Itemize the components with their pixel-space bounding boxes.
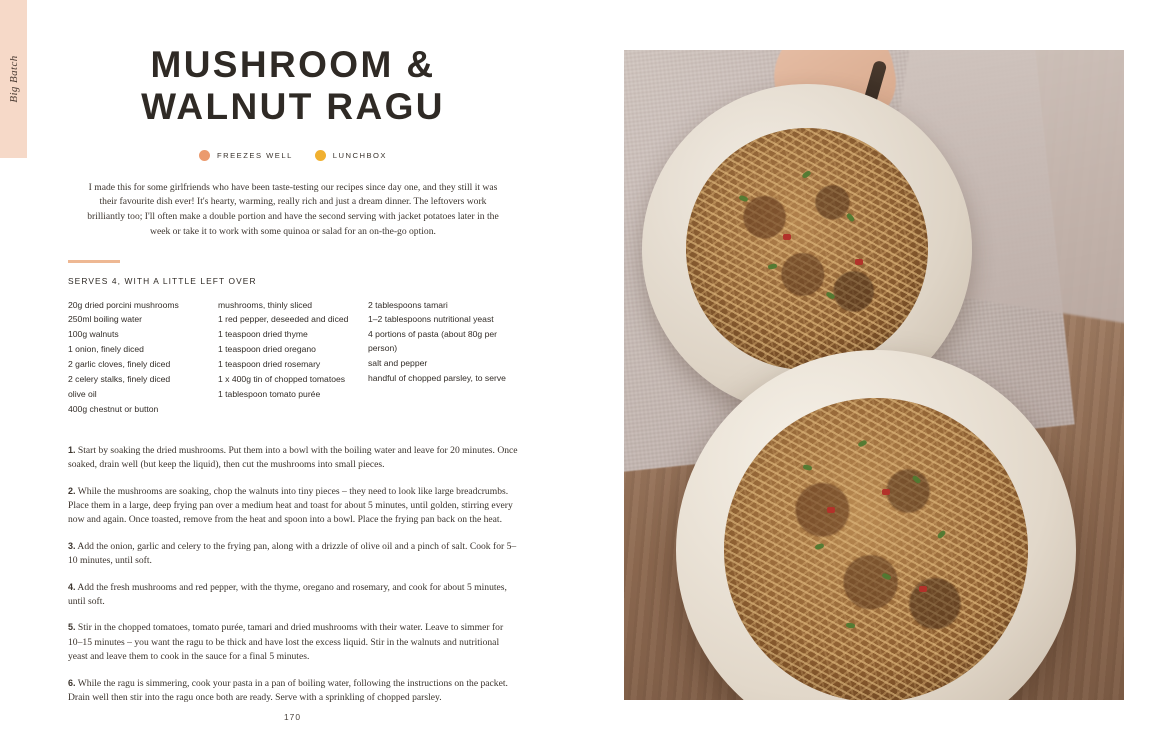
badge-lunchbox [315, 150, 387, 161]
list-item: olive oil [68, 389, 97, 400]
method-steps [68, 444, 518, 705]
list-item: 2 garlic cloves, finely diced [68, 359, 171, 370]
list-item: 250ml boiling water [68, 314, 143, 325]
list-item: 1 teaspoon dried thyme [218, 329, 308, 340]
list-item: 1 red pepper, deseeded and diced [218, 314, 349, 325]
list-item: salt and pepper [368, 358, 428, 369]
method-step [68, 677, 518, 706]
step-text: Add the fresh mushrooms and red pepper, with the thyme, oregano and rosemary, and cook for about 5 minutes, until soft. [68, 581, 507, 608]
ingredients-column-3 [368, 299, 518, 418]
ingredients-column-1 [68, 299, 218, 418]
list-item: 2 celery stalks, finely diced [68, 374, 171, 385]
step-number: 1. [68, 444, 76, 455]
step-number: 5. [68, 622, 76, 633]
ingredients-list [68, 299, 518, 418]
step-text: Start by soaking the dried mushrooms. Put them into a bowl with the boiling water and leave for 20 minutes. Once soaked, drain well (but keep the liquid), then cut the mushrooms into small pieces. [68, 444, 518, 471]
list-item: 2 tablespoons tamari [368, 299, 448, 310]
list-item: 400g chestnut or button [68, 403, 159, 414]
list-item: mushrooms, thinly sliced [218, 299, 313, 310]
step-number: 3. [68, 540, 76, 551]
badge-freezes-well [199, 150, 293, 161]
badge-lunchbox-label: LUNCHBOX [332, 150, 387, 160]
step-number: 2. [68, 485, 76, 496]
list-item: 20g dried porcini mushrooms [68, 299, 179, 310]
ingredients-column-2 [218, 299, 368, 418]
step-text: Add the onion, garlic and celery to the frying pan, along with a drizzle of olive oil and a pinch of salt. Cook for 5–10 minutes, until soft. [68, 540, 517, 567]
list-item: handful of chopped parsley, to serve [368, 373, 506, 384]
badge-freezes-well-label: FREEZES WELL [216, 150, 293, 160]
list-item: 1 tablespoon tomato purée [218, 389, 321, 400]
serves-label: SERVES 4, WITH A LITTLE LEFT OVER [68, 275, 257, 286]
list-item: 1 teaspoon dried rosemary [218, 359, 321, 370]
chapter-tab [0, 0, 27, 158]
list-item: 1 teaspoon dried oregano [218, 344, 316, 355]
divider [68, 260, 120, 263]
page-title [68, 44, 518, 128]
list-item: 1 x 400g tin of chopped tomatoes [218, 374, 346, 385]
method-step [68, 540, 518, 569]
page-title-line-2: WALNUT RAGU [141, 85, 445, 127]
recipe-badges [68, 150, 518, 161]
step-text: Stir in the chopped tomatoes, tomato purée, tamari and dried mushrooms with their water. Leave to simmer for 10–15 minutes – you want the ragu to be thick and have lost the excess liquid. Stir in the walnuts and nutritional yeast and leave them to cook in the sauce for a final 5 minutes. [68, 622, 504, 663]
step-text: While the ragu is simmering, cook your pasta in a pan of boiling water, following the instructions on the packet. Drain well then stir into the ragu once both are ready. Serve with a sprinkling of chopped parsley. [68, 677, 508, 703]
page-number: 170 [284, 712, 301, 722]
dot-icon [199, 150, 210, 161]
step-text: While the mushrooms are soaking, chop the walnuts into tiny pieces – they need to look like large breadcrumbs. Place them in a large, deep frying pan over a medium heat and toast for about 5 minutes, until golden, stirring every now and again. Once toasted, remove from the heat and spoon into a bowl. Place the frying pan back on the heat. [68, 485, 513, 526]
list-item: 4 portions of pasta (about 80g per person) [368, 329, 497, 354]
method-step [68, 581, 518, 610]
recipe-photo [624, 50, 1124, 700]
list-item: 1–2 tablespoons nutritional yeast [368, 314, 494, 325]
method-step [68, 444, 518, 473]
chapter-tab-label: Big Batch [7, 55, 20, 103]
step-number: 6. [68, 677, 76, 688]
list-item: 1 onion, finely diced [68, 344, 144, 355]
dot-icon [315, 150, 326, 161]
step-number: 4. [68, 581, 76, 592]
method-step [68, 621, 518, 664]
recipe-text-column [68, 44, 518, 717]
method-step [68, 485, 518, 528]
page-title-line-1: MUSHROOM & [150, 44, 436, 85]
list-item: 100g walnuts [68, 329, 119, 340]
recipe-intro: I made this for some girlfriends who have been taste-testing our recipes since day one, and they still it was their favourite dish ever! It's hearty, warming, really rich and just a dream dinner. The leftovers work brilliantly too; I'll often make a double portion and have the second serving with jacket potatoes later in the week or take it to work with some quinoa or salad for an on-the-go option. [87, 181, 499, 238]
